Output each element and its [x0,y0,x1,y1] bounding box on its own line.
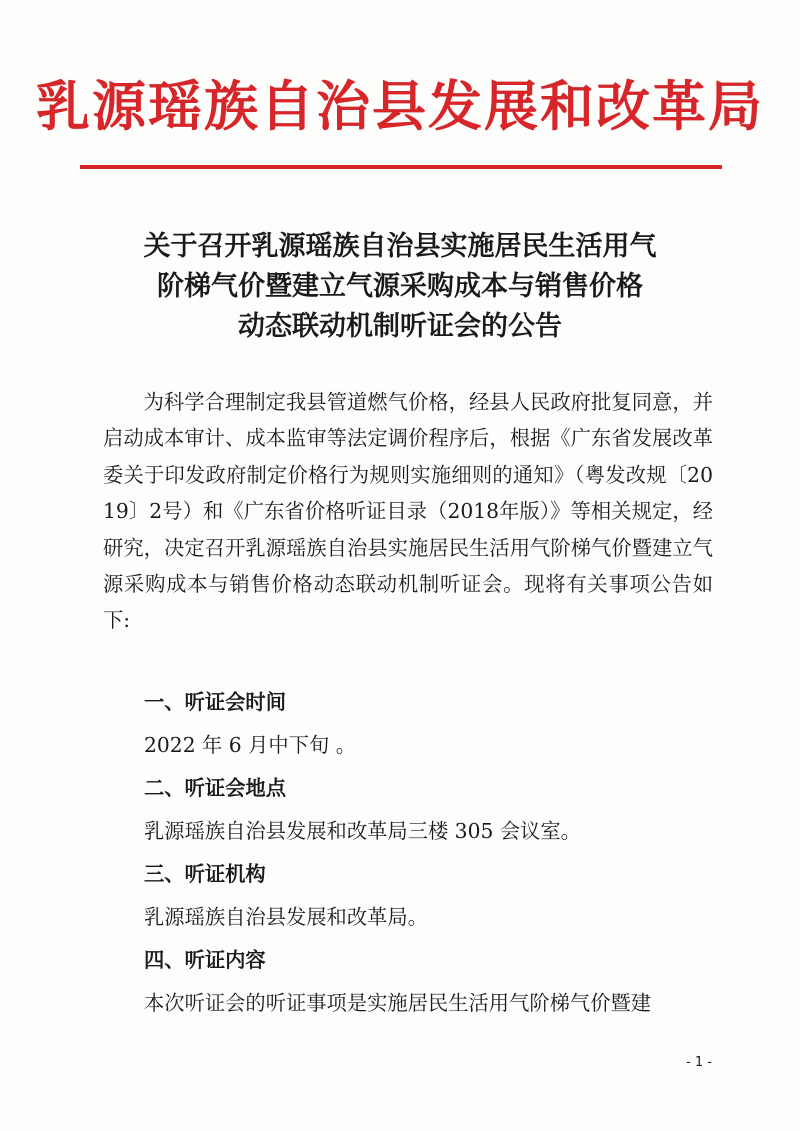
section-heading-location: 二、听证会地点 [144,776,286,800]
notice-title-line: 动态联动机制听证会的公告 [238,311,562,342]
section-content-agency: 乳源瑶族自治县发展和改革局。 [144,905,428,929]
section-content-content: 本次听证会的听证事项是实施居民生活用气阶梯气价暨建 [144,991,652,1015]
section-content-time: 2022 年 6 月中下旬 。 [144,733,356,757]
notice-title-line: 阶梯气价暨建立气源采购成本与销售价格 [157,271,643,302]
page-number: - 1 - [686,1055,712,1070]
section-heading-time: 一、听证会时间 [144,690,286,714]
agency-letterhead: 乳源瑶族自治县发展和改革局 [36,75,764,138]
section-content-location: 乳源瑶族自治县发展和改革局三楼 305 会议室。 [144,819,581,843]
letterhead-red-rule [80,165,722,169]
notice-title-line: 关于召开乳源瑶族自治县实施居民生活用气 [143,231,657,262]
section-heading-agency: 三、听证机构 [144,862,266,886]
intro-paragraph: 为科学合理制定我县管道燃气价格，经县人民政府批复同意，并启动成本审计、成本监审等法定调价程序后，根据《广东省发展改革委关于印发政府制定价格行为规则实施细则的通知》（粤发改规〔2019〕2号）和《广东省价格听证目录（2018年版）》等相关规定，经研究，决定召开乳源瑶族自治县实施居民生活用气阶梯气价暨建立气源采购成本与销售价格动态联动机制听证会。现将有关事项公告如下: [103,390,713,633]
section-heading-content: 四、听证内容 [144,948,266,972]
notice-title [95,227,705,347]
